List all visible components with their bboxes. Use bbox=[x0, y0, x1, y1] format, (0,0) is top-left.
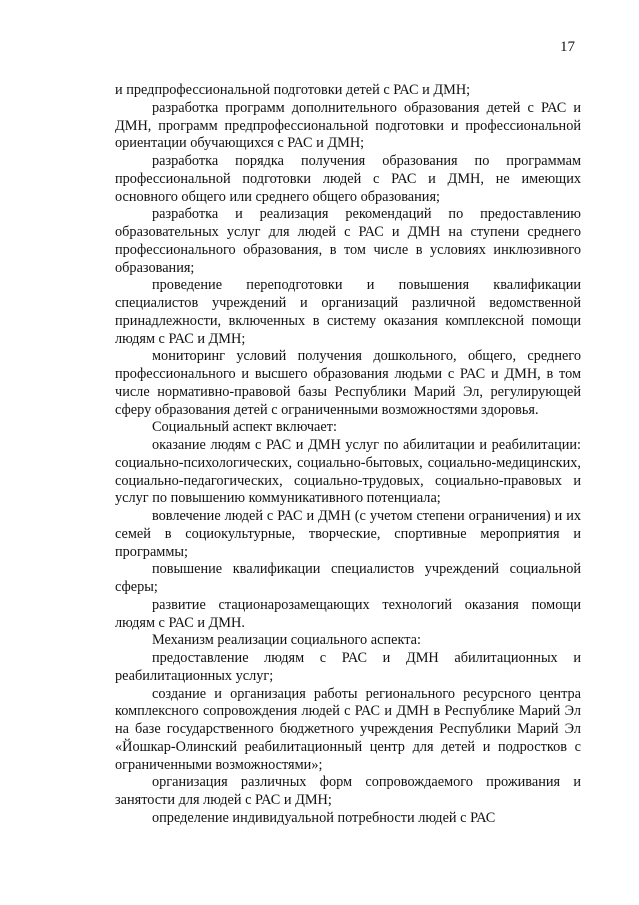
paragraph: определение индивидуальной потребности людей с РАС bbox=[152, 809, 496, 826]
paragraph: Механизм реализации социального аспекта: bbox=[152, 632, 421, 649]
paragraph: создание и организация работы регионального ресурсного центра комплексного сопровождения людей с РАС и ДМН в Республике Марий Эл на базе государственного бюджетного учреждения Республики Марий Эл «Йошкар-Олинский реабилитационный центр для детей и подростков с ограниченными возможностями»; bbox=[115, 685, 581, 773]
paragraph: мониторинг условий получения дошкольного, общего, среднего профессионального и высшего образования людьми с РАС и ДМН, в том числе нормативно-правовой базы Республики Марий Эл, регулирующей сферу образования детей с ограниченными возможностями здоровья. bbox=[115, 348, 581, 418]
paragraph: повышение квалификации специалистов учреждений социальной сферы; bbox=[115, 561, 581, 595]
paragraph: организация различных форм сопровождаемого проживания и занятости для людей с РАС и ДМН; bbox=[115, 774, 581, 808]
paragraph: разработка программ дополнительного образования детей с РАС и ДМН, программ предпрофессиональной подготовки и профессиональной ориентации обучающихся с РАС и ДМН; bbox=[115, 99, 581, 152]
paragraph: и предпрофессиональной подготовки детей с РАС и ДМН; bbox=[115, 82, 471, 98]
paragraph: разработка порядка получения образования по программам профессиональной подготовки людей с РАС и ДМН, не имеющих основного общего или среднего общего образования; bbox=[115, 153, 581, 205]
paragraph: Социальный аспект включает: bbox=[152, 419, 337, 436]
document-body bbox=[115, 82, 581, 828]
paragraph: предоставление людям с РАС и ДМН абилитационных и реабилитационных услуг; bbox=[115, 650, 581, 684]
paragraph: вовлечение людей с РАС и ДМН (с учетом степени ограничения) и их семей в социокультурные, творческие, спортивные мероприятия и программы; bbox=[115, 508, 581, 560]
paragraph: развитие стационарозамещающих технологий оказания помощи людям с РАС и ДМН. bbox=[115, 596, 581, 631]
paragraph: оказание людям с РАС и ДМН услуг по абилитации и реабилитации: социально-психологических, социально-бытовых, социально-медицинских, социально-педагогических, социально-трудовых, социально-правовых и услуг по повышению коммуникативного потенциала; bbox=[115, 437, 581, 507]
paragraph: проведение переподготовки и повышения квалификации специалистов учреждений и организаций различной ведомственной принадлежности, включенных в систему оказания комплексной помощи людям с РАС и ДМН; bbox=[115, 277, 581, 347]
page-number: 17 bbox=[560, 39, 575, 55]
paragraph: разработка и реализация рекомендаций по предоставлению образовательных услуг для людей с РАС и ДМН на ступени среднего профессионального образования, в том числе в условиях инклюзивного образования; bbox=[115, 206, 581, 276]
